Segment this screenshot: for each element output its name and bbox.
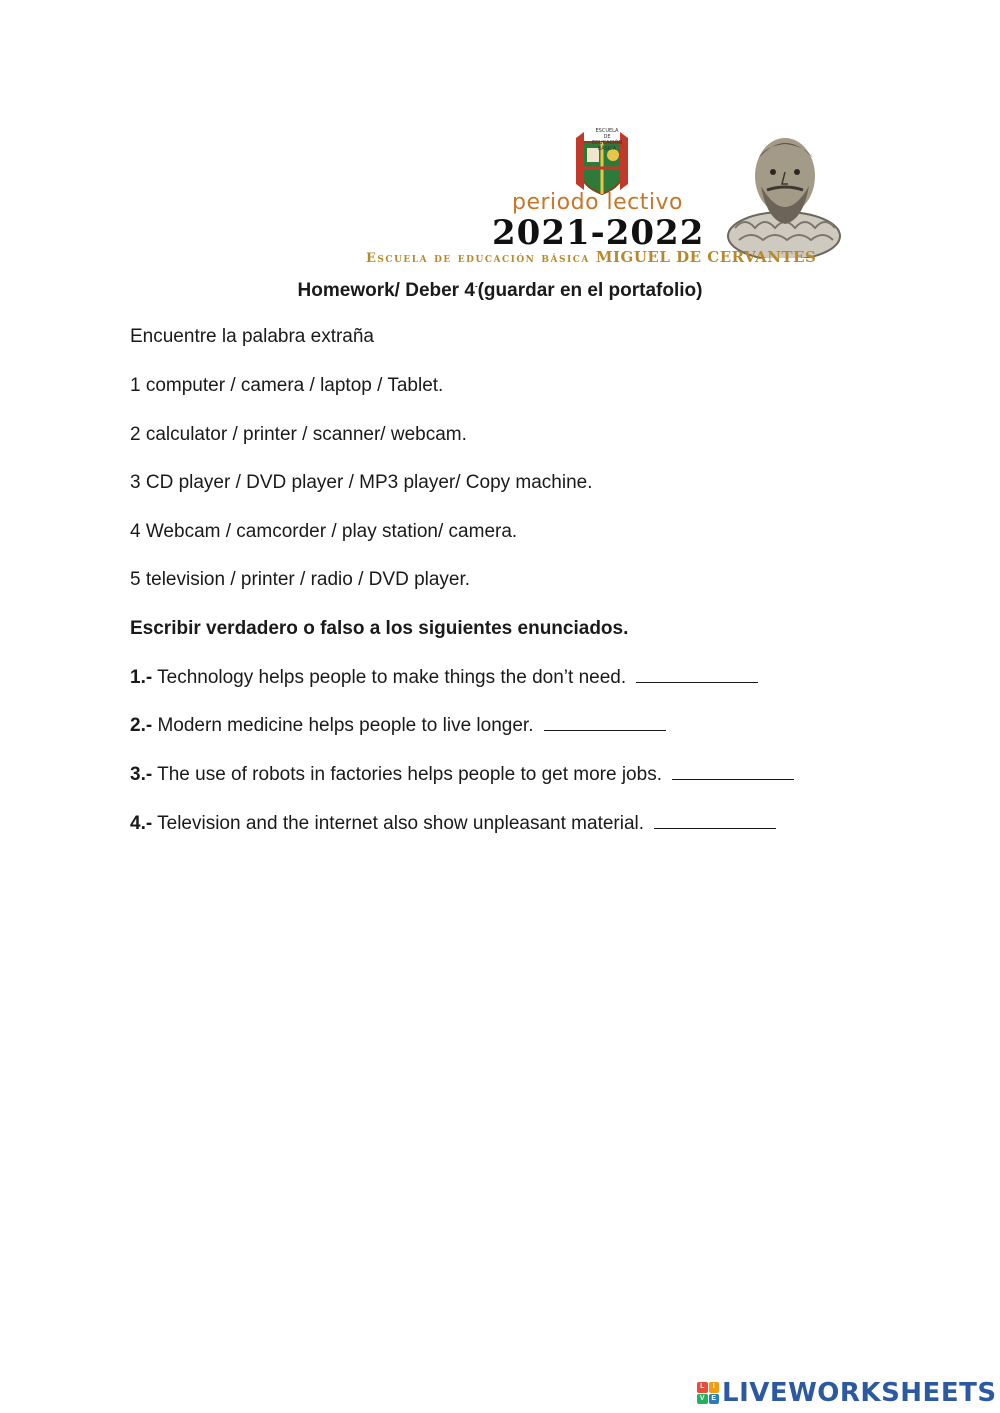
- answer-blank-3[interactable]: [672, 764, 794, 780]
- true-false-item-2: [130, 715, 666, 737]
- item-text: Modern medicine helps people to live longer.: [157, 715, 534, 736]
- item-number: 3.-: [130, 764, 153, 785]
- odd-word-item-5: 5 television / printer / radio / DVD player.: [130, 569, 471, 590]
- true-false-item-1: [130, 667, 758, 689]
- school-years: 2021-2022: [492, 213, 705, 253]
- liveworksheets-wordmark: LIVEWORKSHEETS: [722, 1378, 997, 1408]
- section2-instruction: Escribir verdadero o falso a los siguientes enunciados.: [130, 618, 629, 639]
- answer-blank-1[interactable]: [636, 667, 758, 683]
- item-number: 2.-: [130, 715, 153, 736]
- section1-instruction: Encuentre la palabra extraña: [130, 326, 374, 347]
- school-name-main: MIGUEL DE CERVANTES: [595, 248, 817, 266]
- cervantes-portrait: [725, 128, 843, 258]
- item-text: Television and the internet also show unpleasant material.: [157, 813, 645, 834]
- item-number: 4.-: [130, 813, 153, 834]
- title-rest: (guardar en el portafolio): [477, 280, 703, 301]
- school-name: [366, 248, 816, 266]
- title-main: Homework/ Deber 4: [297, 280, 475, 301]
- answer-blank-4[interactable]: [654, 813, 776, 829]
- true-false-item-3: [130, 764, 794, 786]
- title-sup: -: [474, 281, 478, 291]
- liveworksheets-logo-icon: L I V E: [697, 1382, 719, 1404]
- page-title: [0, 280, 1000, 302]
- odd-word-item-3: 3 CD player / DVD player / MP3 player/ Copy machine.: [130, 472, 593, 493]
- liveworksheets-brand[interactable]: [697, 1378, 997, 1408]
- crest-caption: ESCUELA DE EDUCACIÓN BÁSICA: [592, 128, 623, 152]
- item-number: 1.-: [130, 667, 153, 688]
- item-text: Technology helps people to make things the don’t need.: [157, 667, 627, 688]
- odd-word-item-2: 2 calculator / printer / scanner/ webcam.: [130, 424, 467, 445]
- periodo-lectivo-label: periodo lectivo: [512, 190, 683, 215]
- odd-word-item-4: 4 Webcam / camcorder / play station/ camera.: [130, 521, 518, 542]
- item-text: The use of robots in factories helps people to get more jobs.: [157, 764, 662, 785]
- answer-blank-2[interactable]: [544, 715, 666, 731]
- school-prefix: Escuela de educación básica: [366, 251, 590, 266]
- true-false-item-4: [130, 813, 776, 835]
- odd-word-item-1: 1 computer / camera / laptop / Tablet.: [130, 375, 444, 396]
